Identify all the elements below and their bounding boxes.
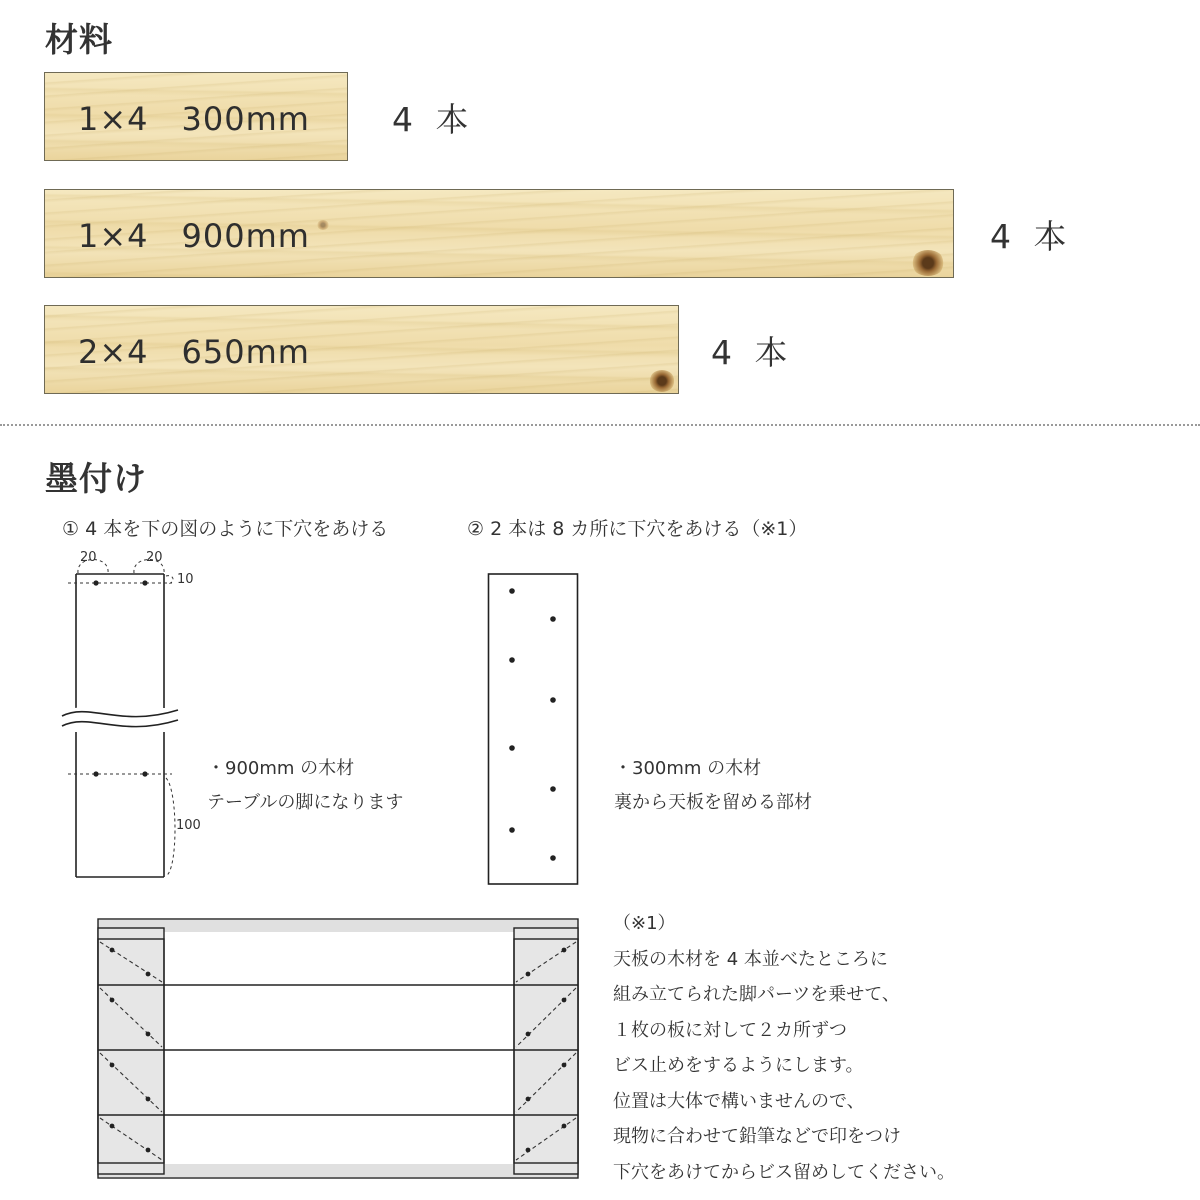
board-label: 1×4 300mm <box>78 99 310 138</box>
footnote-line: 下穴をあけてからビス留めしてください。 <box>613 1161 955 1183</box>
dim-bottom-label: 100 <box>176 818 201 833</box>
tabletop-assembly-diagram <box>90 912 590 1192</box>
board-2x4-650 <box>44 305 679 394</box>
board-quantity: 4 本 <box>711 333 794 372</box>
footnote-line: １枚の板に対して２カ所ずつ <box>613 1019 847 1041</box>
board-1x4-300 <box>44 72 348 161</box>
board-1x4-900 <box>44 189 954 278</box>
footnote-line: ビス止めをするようにします。 <box>613 1055 864 1076</box>
leg-note-desc: テーブルの脚になります <box>207 792 404 813</box>
brace-note-title: ・300mm の木材 <box>614 758 762 779</box>
wood-knot <box>649 370 675 392</box>
leg-note-title: ・900mm の木材 <box>207 758 355 779</box>
leg-board-diagram <box>0 540 460 890</box>
board-label: 1×4 900mm <box>78 216 310 255</box>
brace-board-diagram <box>480 566 590 886</box>
footnote <box>613 906 955 1190</box>
board-quantity: 4 本 <box>392 100 475 139</box>
marking-heading: 墨付け <box>45 459 147 498</box>
footnote-line: （※1） <box>613 913 676 934</box>
footnote-line: 位置は大体で構いませんので、 <box>613 1090 865 1112</box>
footnote-line: 現物に合わせて鉛筆などで印をつけ <box>613 1126 901 1147</box>
board-label: 2×4 650mm <box>78 332 310 371</box>
step-2-text: ② 2 本は 8 カ所に下穴をあける（※1） <box>467 518 808 540</box>
dim-left-label: 20 <box>80 550 97 565</box>
wood-knot <box>317 220 329 230</box>
dim-top-label: 10 <box>177 572 194 587</box>
footnote-line: 組み立てられた脚パーツを乗せて、 <box>613 984 900 1005</box>
section-divider <box>0 424 1200 426</box>
step-1-text: ① 4 本を下の図のように下穴をあける <box>62 518 389 540</box>
dim-right-label: 20 <box>146 550 163 565</box>
board-quantity: 4 本 <box>990 217 1073 256</box>
footnote-line: 天板の木材を 4 本並べたところに <box>613 948 888 970</box>
wood-knot <box>911 250 945 276</box>
brace-note-desc: 裏から天板を留める部材 <box>614 792 812 813</box>
materials-heading: 材料 <box>45 20 113 59</box>
